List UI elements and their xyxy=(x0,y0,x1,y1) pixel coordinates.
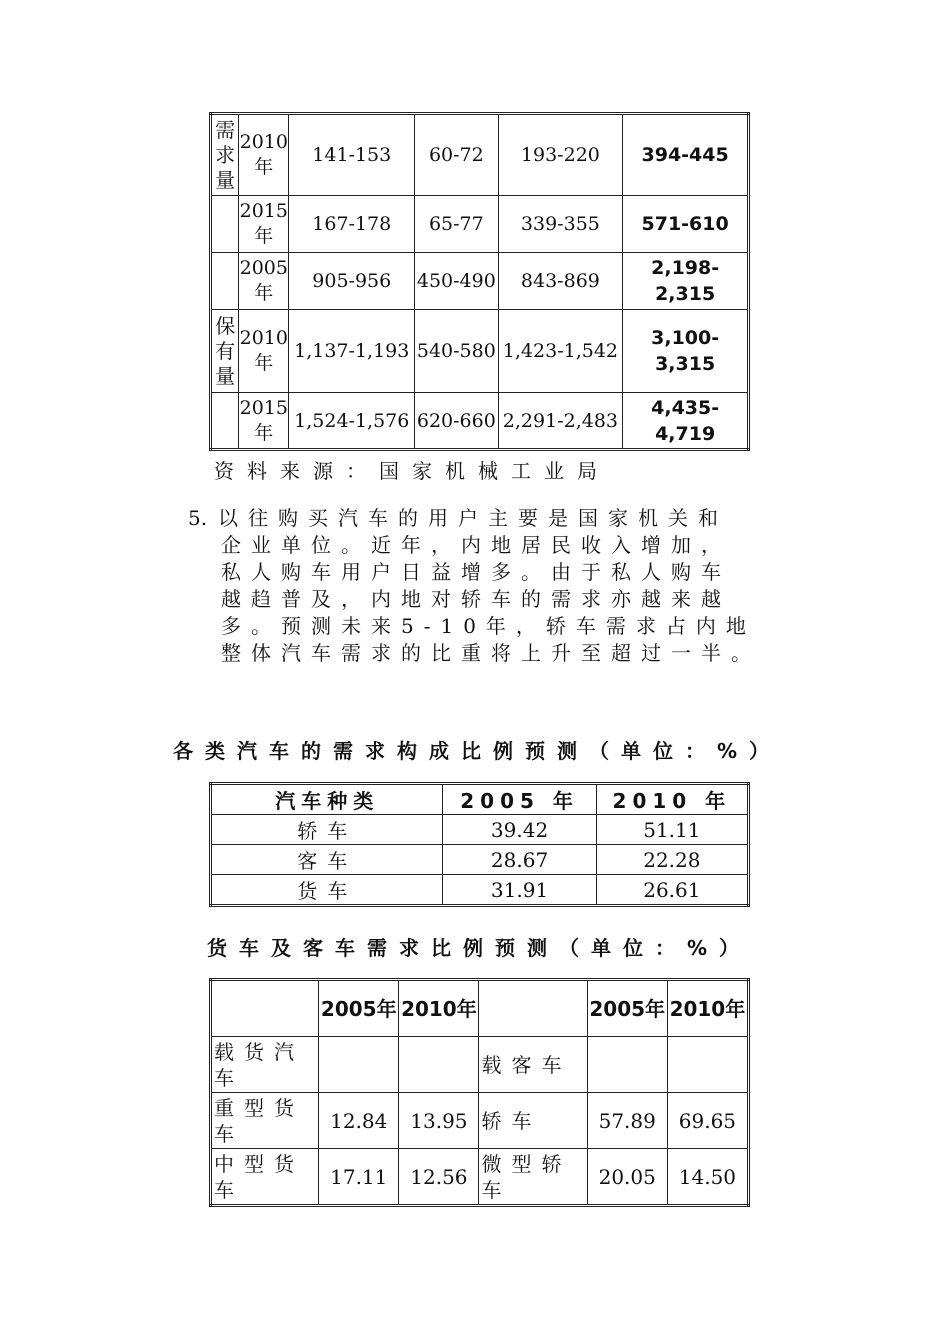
total-cell: 2,198-2,315 xyxy=(623,253,749,310)
category-cell: 需求量 xyxy=(211,114,239,196)
value-cell: 620-660 xyxy=(415,393,498,450)
column-header: 汽车种类 xyxy=(211,784,443,815)
column-header: 2005年 xyxy=(319,980,399,1037)
value-cell: 14.50 xyxy=(667,1149,748,1206)
row-label: 载货汽车 xyxy=(211,1037,319,1093)
total-cell: 4,435-4,719 xyxy=(623,393,749,450)
value-cell: 17.11 xyxy=(319,1149,399,1206)
row-label: 载客车 xyxy=(479,1037,587,1093)
value-cell: 905-956 xyxy=(289,253,415,310)
paragraph-line: 私人购车用户日益增多。由于私人购车 xyxy=(221,560,731,584)
value-cell: 26.61 xyxy=(596,875,748,906)
value-cell: 2,291-2,483 xyxy=(498,393,623,450)
truck-bus-share-table xyxy=(209,978,750,1207)
supply-demand-table xyxy=(209,112,750,451)
table2-title: 各类汽车的需求构成比例预测（单位：%） xyxy=(173,739,782,763)
value-cell: 1,423-1,542 xyxy=(498,310,623,393)
value-cell xyxy=(399,1037,479,1093)
row-label: 中型货车 xyxy=(211,1149,319,1206)
value-cell: 167-178 xyxy=(289,196,415,253)
value-cell: 28.67 xyxy=(443,845,596,875)
column-header: 2010 年 xyxy=(596,784,748,815)
paragraph-number: 5. xyxy=(188,506,208,530)
column-header xyxy=(211,980,319,1037)
year-cell: 2005年 xyxy=(239,253,289,310)
row-label: 重型货车 xyxy=(211,1093,319,1149)
row-label: 轿车 xyxy=(479,1093,587,1149)
value-cell: 141-153 xyxy=(289,114,415,196)
column-header: 2010年 xyxy=(667,980,748,1037)
value-cell: 69.65 xyxy=(667,1093,748,1149)
column-header: 2010年 xyxy=(399,980,479,1037)
paragraph-line: 5. 以往购买汽车的用户主要是国家机关和 xyxy=(188,506,728,530)
table3-title: 货车及客车需求比例预测（单位：%） xyxy=(207,936,752,960)
value-cell xyxy=(319,1037,399,1093)
paragraph-line: 多。预测未来5-10年，轿车需求占内地 xyxy=(221,614,756,638)
column-header xyxy=(479,980,587,1037)
value-cell: 12.84 xyxy=(319,1093,399,1149)
category-cell: 保有量 xyxy=(211,310,239,393)
total-cell: 3,100-3,315 xyxy=(623,310,749,393)
value-cell: 339-355 xyxy=(498,196,623,253)
vehicle-kind-cell: 客车 xyxy=(211,845,443,875)
value-cell: 13.95 xyxy=(399,1093,479,1149)
paragraph-line: 整体汽车需求的比重将上升至超过一半。 xyxy=(221,641,761,665)
vehicle-type-share-table xyxy=(209,782,750,907)
year-cell: 2015年 xyxy=(239,196,289,253)
value-cell xyxy=(667,1037,748,1093)
column-header: 2005 年 xyxy=(443,784,596,815)
value-cell: 57.89 xyxy=(587,1093,667,1149)
year-cell: 2015年 xyxy=(239,393,289,450)
total-cell: 571-610 xyxy=(623,196,749,253)
vehicle-kind-cell: 货车 xyxy=(211,875,443,906)
value-cell: 12.56 xyxy=(399,1149,479,1206)
value-cell xyxy=(587,1037,667,1093)
value-cell: 843-869 xyxy=(498,253,623,310)
value-cell: 1,137-1,193 xyxy=(289,310,415,393)
category-cell xyxy=(211,253,239,310)
value-cell: 193-220 xyxy=(498,114,623,196)
value-cell: 51.11 xyxy=(596,815,748,845)
value-cell: 22.28 xyxy=(596,845,748,875)
column-header: 2005年 xyxy=(587,980,667,1037)
source-note: 资料来源：国家机械工业局 xyxy=(214,459,610,483)
year-cell: 2010年 xyxy=(239,310,289,393)
total-cell: 394-445 xyxy=(623,114,749,196)
year-cell: 2010年 xyxy=(239,114,289,196)
value-cell: 39.42 xyxy=(443,815,596,845)
value-cell: 65-77 xyxy=(415,196,498,253)
value-cell: 540-580 xyxy=(415,310,498,393)
value-cell: 60-72 xyxy=(415,114,498,196)
paragraph-5 xyxy=(188,505,828,667)
category-cell xyxy=(211,196,239,253)
value-cell: 20.05 xyxy=(587,1149,667,1206)
vehicle-kind-cell: 轿车 xyxy=(211,815,443,845)
value-cell: 31.91 xyxy=(443,875,596,906)
row-label: 微型轿车 xyxy=(479,1149,587,1206)
category-cell xyxy=(211,393,239,450)
paragraph-line: 企业单位。近年，内地居民收入增加， xyxy=(221,533,731,557)
value-cell: 1,524-1,576 xyxy=(289,393,415,450)
paragraph-line: 越趋普及，内地对轿车的需求亦越来越 xyxy=(221,587,731,611)
value-cell: 450-490 xyxy=(415,253,498,310)
